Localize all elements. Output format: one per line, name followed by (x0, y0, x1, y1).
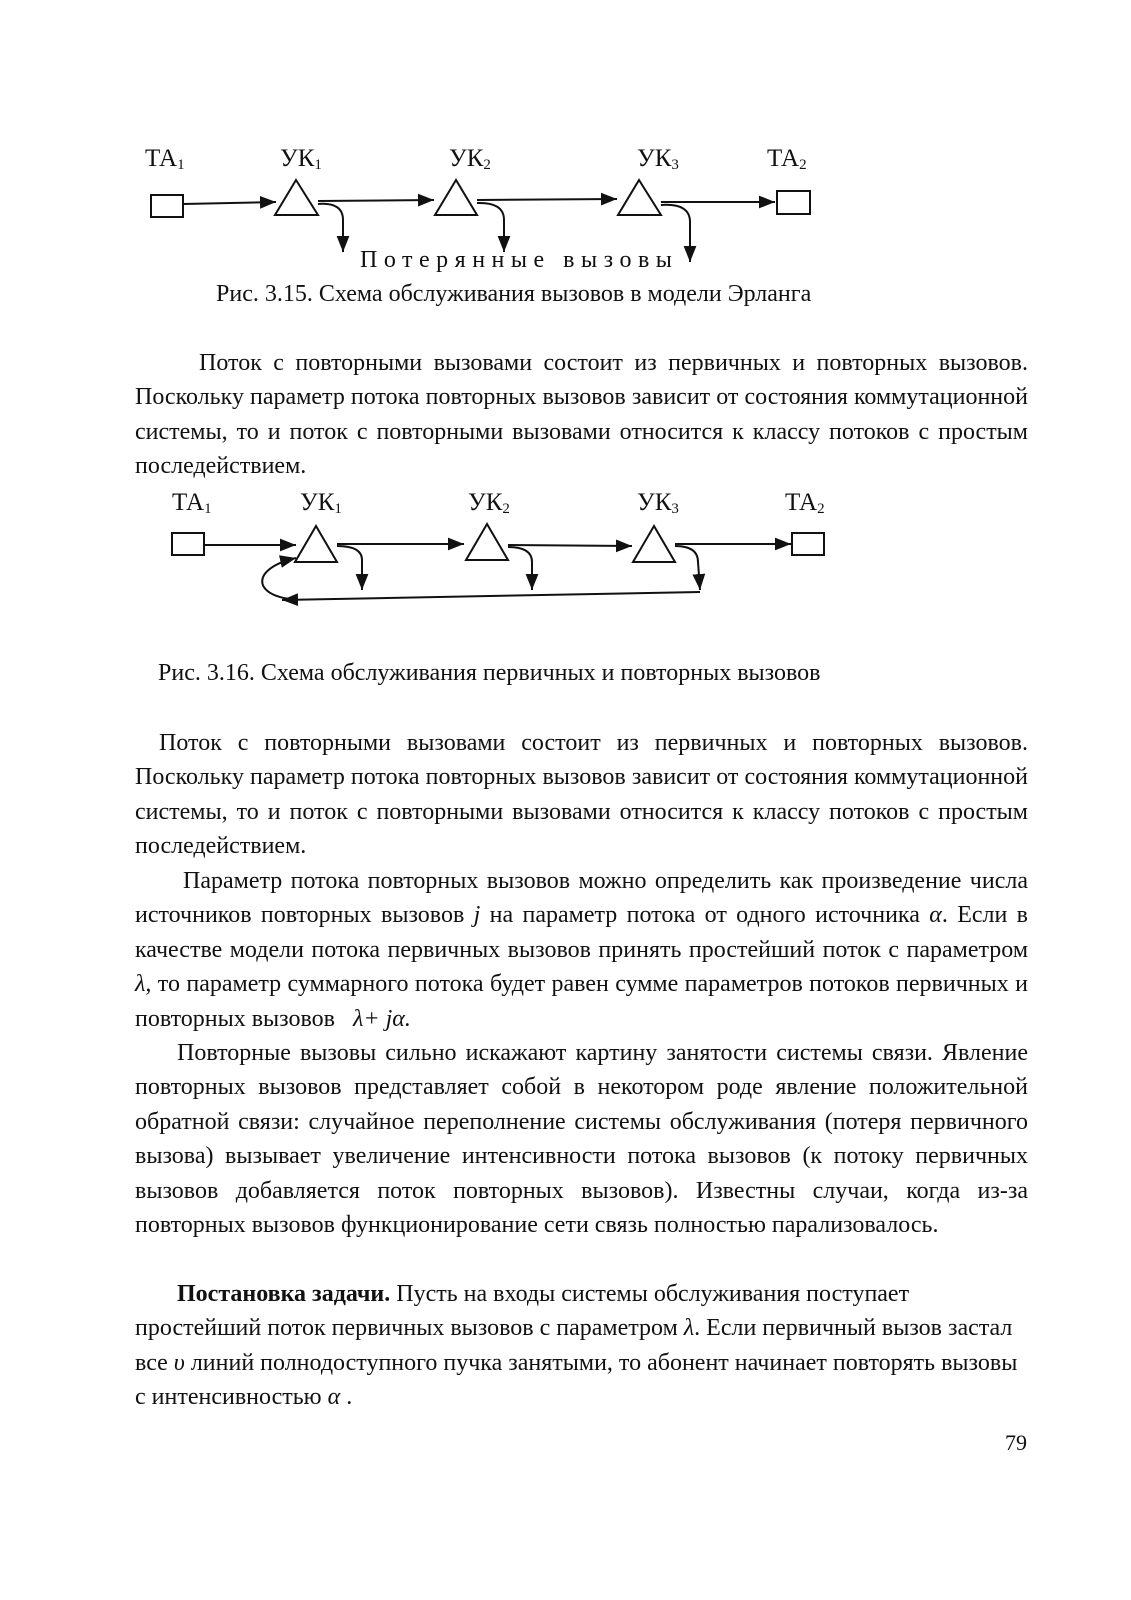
var-alpha: α (929, 902, 942, 929)
fig1-terminal-ta2 (777, 191, 810, 214)
fig1-label-ta2: $ТА_2$ (767, 145, 807, 173)
fig1-arrow-uk1-uk2 (318, 200, 434, 201)
fig2-feedback-loop (262, 558, 296, 599)
var-j: j (473, 902, 481, 929)
page-number: 79 (1005, 1430, 1027, 1455)
fig2-lost-arrow-2 (508, 547, 532, 590)
fig1-lost-calls-label: Потерянные вызовы (360, 247, 679, 273)
fig2-switch-uk3 (633, 526, 675, 562)
fig2-label-uk3: $УК_3$ (637, 489, 679, 517)
fig1-arrow-ta1-uk1 (183, 202, 276, 204)
fig1-diagram (151, 180, 810, 262)
fig2-arrow-uk2-uk3 (508, 545, 632, 546)
fig1-lost-arrow-3 (661, 205, 690, 262)
fig2-return-line (282, 592, 700, 600)
fig1-label-uk3: $УК_3$ (637, 145, 679, 173)
fig1-label-uk2: $УК_2$ (449, 145, 491, 173)
fig2-lost-arrow-1 (337, 546, 362, 590)
var-lambda: λ, (135, 971, 152, 998)
fig1-caption: Рис. 3.15. Схема обслуживания вызовов в модели Эрланга (216, 281, 812, 307)
paragraph-4: Постановка задачи. Пусть на входы системы обслуживания поступает простейший поток первичных вызовов с параметром λ. Если первичный вызов застал все υ линий полнодоступного пучка занятыми, то абонент начинает повторять вызовы с интенсивностью α . (135, 1281, 1018, 1411)
fig2-switch-uk1 (295, 526, 337, 562)
fig2-terminal-ta1 (172, 533, 204, 555)
intro-paragraph: Поток с повторными вызовами состоит из первичных и повторных вызовов. Поскольку параметр потока повторных вызовов зависит от состояния коммутационной системы, то и поток с повторными вызовами относится к классу потоков с простым последействием. (135, 350, 1028, 480)
fig1-terminal-ta1 (151, 195, 183, 217)
fig1-lost-arrow-1 (318, 204, 343, 252)
fig1-label-ta1: $ТА_1$ (145, 145, 185, 173)
fig1-label-uk1: $УК_1$ (280, 145, 322, 173)
fig2-lost-arrow-3 (675, 546, 700, 590)
fig1-switch-uk3 (618, 180, 661, 215)
fig2-label-ta2: $ТА_2$ (785, 489, 825, 517)
var-alpha-2: α (327, 1384, 341, 1411)
var-v: υ (173, 1349, 185, 1376)
fig2-terminal-ta2 (792, 533, 824, 555)
fig1-switch-uk2 (435, 180, 477, 215)
fig1-lost-arrow-2 (477, 203, 504, 252)
fig2-label-uk2: $УК_2$ (468, 489, 510, 517)
fig2-label-ta1: $ТА_1$ (172, 489, 212, 517)
var-lambda-2: λ (683, 1315, 695, 1342)
fig2-diagram (172, 524, 824, 600)
fig2-label-uk1: $УК_1$ (300, 489, 342, 517)
paragraph-1: Поток с повторными вызовами состоит из первичных и повторных вызовов. Поскольку параметр потока повторных вызовов зависит от состояния коммутационной системы, то и поток с повторными вызовами относится к классу потоков с простым последействием. (135, 730, 1028, 860)
fig1-arrow-uk2-uk3 (477, 199, 617, 200)
paragraph-2: Параметр потока повторных вызовов можно определить как произведение числа источников повторных вызовов j на параметр потока от одного источника α. Если в качестве модели потока первичных вызовов принять простейший поток с параметром λ, то параметр суммарного потока будет равен сумме параметров потоков первичных и повторных вызовов λ+ jα. (135, 868, 1029, 1032)
fig2-switch-uk2 (466, 524, 508, 560)
paragraph-3: Повторные вызовы сильно искажают картину занятости системы связи. Явление повторных вызовов представляет собой в некотором роде явление положительной обратной связи: случайное переполнение системы обслуживания (потеря первичного вызова) вызывает увеличение интенсивности потока вызовов (к потоку первичных вызовов добавляется поток повторных вызовов). Известны случаи, когда из-за повторных вызовов функционирование сети связь полностью парализовалось. (135, 1040, 1028, 1239)
fig1-switch-uk1 (275, 180, 318, 215)
problem-statement-heading: Постановка задачи. (177, 1281, 391, 1307)
fig2-caption: Рис. 3.16. Схема обслуживания первичных и повторных вызовов (158, 660, 821, 686)
formula-sum: λ+ jα. (353, 1005, 411, 1032)
